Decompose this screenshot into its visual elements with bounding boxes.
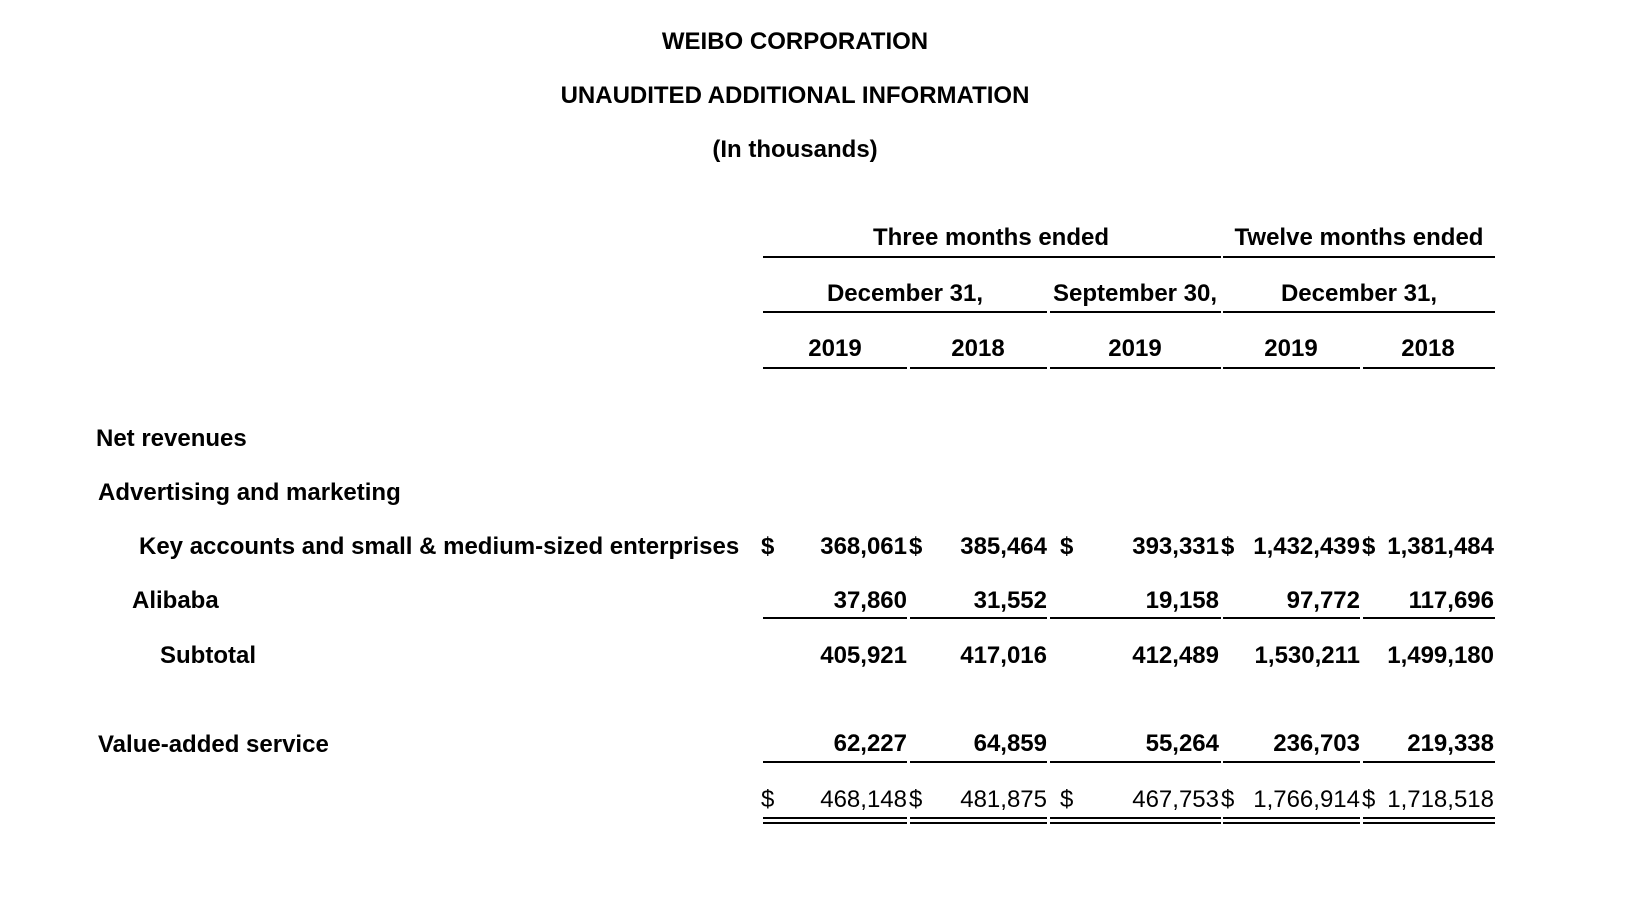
report-subtitle: UNAUDITED ADDITIONAL INFORMATION: [560, 82, 1030, 109]
header-rule: [910, 367, 1047, 369]
header-rule: [1050, 367, 1221, 369]
currency-symbol: $: [761, 786, 775, 813]
cell-value: 55,264: [1145, 730, 1219, 757]
total-rule: [910, 761, 1047, 763]
year-header: 2019: [808, 335, 862, 362]
total-rule: [1050, 761, 1221, 763]
subtotal-rule: [763, 617, 907, 619]
double-rule: [1363, 822, 1495, 824]
total-rule: [1223, 761, 1360, 763]
subtotal-rule: [1050, 617, 1221, 619]
cell-value: 64,859: [973, 730, 1047, 757]
double-rule: [910, 822, 1047, 824]
currency-symbol: $: [1221, 533, 1235, 560]
header-dec31-twelve: December 31,: [1280, 280, 1438, 307]
row-label-subtotal: Subtotal: [160, 642, 256, 669]
cell-value: 405,921: [820, 642, 907, 669]
currency-symbol: $: [909, 533, 923, 560]
double-rule: [1050, 817, 1221, 819]
total-value: 1,718,518: [1387, 786, 1494, 813]
cell-value: 117,696: [1408, 587, 1494, 614]
cell-value: 1,530,211: [1254, 642, 1360, 669]
cell-value: 1,381,484: [1387, 533, 1494, 560]
double-rule: [1363, 817, 1495, 819]
cell-value: 412,489: [1132, 642, 1219, 669]
total-value: 1,766,914: [1253, 786, 1360, 813]
header-rule: [1050, 311, 1221, 313]
header-three-months: Three months ended: [872, 224, 1110, 251]
cell-value: 19,158: [1145, 587, 1219, 614]
row-label-advertising: Advertising and marketing: [98, 479, 401, 506]
double-rule: [1223, 817, 1360, 819]
double-rule: [1050, 822, 1221, 824]
cell-value: 236,703: [1273, 730, 1360, 757]
year-header: 2018: [951, 335, 1005, 362]
year-header: 2019: [1108, 335, 1162, 362]
year-header: 2018: [1401, 335, 1455, 362]
subtotal-rule: [910, 617, 1047, 619]
cell-value: 368,061: [820, 533, 907, 560]
row-label-alibaba: Alibaba: [132, 587, 219, 614]
header-rule: [763, 256, 1221, 258]
currency-symbol: $: [1362, 533, 1376, 560]
cell-value: 62,227: [833, 730, 907, 757]
cell-value: 31,552: [973, 587, 1047, 614]
currency-symbol: $: [1060, 786, 1074, 813]
currency-symbol: $: [1362, 786, 1376, 813]
cell-value: 393,331: [1132, 533, 1219, 560]
double-rule: [763, 822, 907, 824]
double-rule: [763, 817, 907, 819]
total-rule: [763, 761, 907, 763]
subtotal-rule: [1223, 617, 1360, 619]
cell-value: 219,338: [1407, 730, 1494, 757]
company-title: WEIBO CORPORATION: [661, 28, 929, 55]
header-twelve-months: Twelve months ended: [1234, 224, 1484, 251]
currency-symbol: $: [909, 786, 923, 813]
row-label-net-revenues: Net revenues: [96, 425, 247, 452]
double-rule: [910, 817, 1047, 819]
row-label-key-accounts: Key accounts and small & medium-sized enterprises: [139, 533, 740, 560]
cell-value: 1,432,439: [1253, 533, 1360, 560]
year-header: 2019: [1264, 335, 1318, 362]
double-rule: [1223, 822, 1360, 824]
total-rule: [1363, 761, 1495, 763]
currency-symbol: $: [1060, 533, 1074, 560]
header-rule: [763, 311, 1047, 313]
cell-value: 1,499,180: [1387, 642, 1494, 669]
row-label-value-added: Value-added service: [98, 731, 329, 758]
cell-value: 37,860: [833, 587, 907, 614]
total-value: 468,148: [820, 786, 907, 813]
currency-symbol: $: [761, 533, 775, 560]
units-note: (In thousands): [712, 136, 878, 163]
header-sep30: September 30,: [1052, 280, 1218, 307]
cell-value: 97,772: [1286, 587, 1360, 614]
header-rule: [1223, 256, 1495, 258]
subtotal-rule: [1363, 617, 1495, 619]
header-dec31-three: December 31,: [826, 280, 984, 307]
total-value: 467,753: [1132, 786, 1219, 813]
header-rule: [1223, 311, 1495, 313]
cell-value: 417,016: [960, 642, 1047, 669]
header-rule: [1363, 367, 1495, 369]
total-value: 481,875: [960, 786, 1047, 813]
currency-symbol: $: [1221, 786, 1235, 813]
cell-value: 385,464: [960, 533, 1047, 560]
header-rule: [1223, 367, 1360, 369]
header-rule: [763, 367, 907, 369]
